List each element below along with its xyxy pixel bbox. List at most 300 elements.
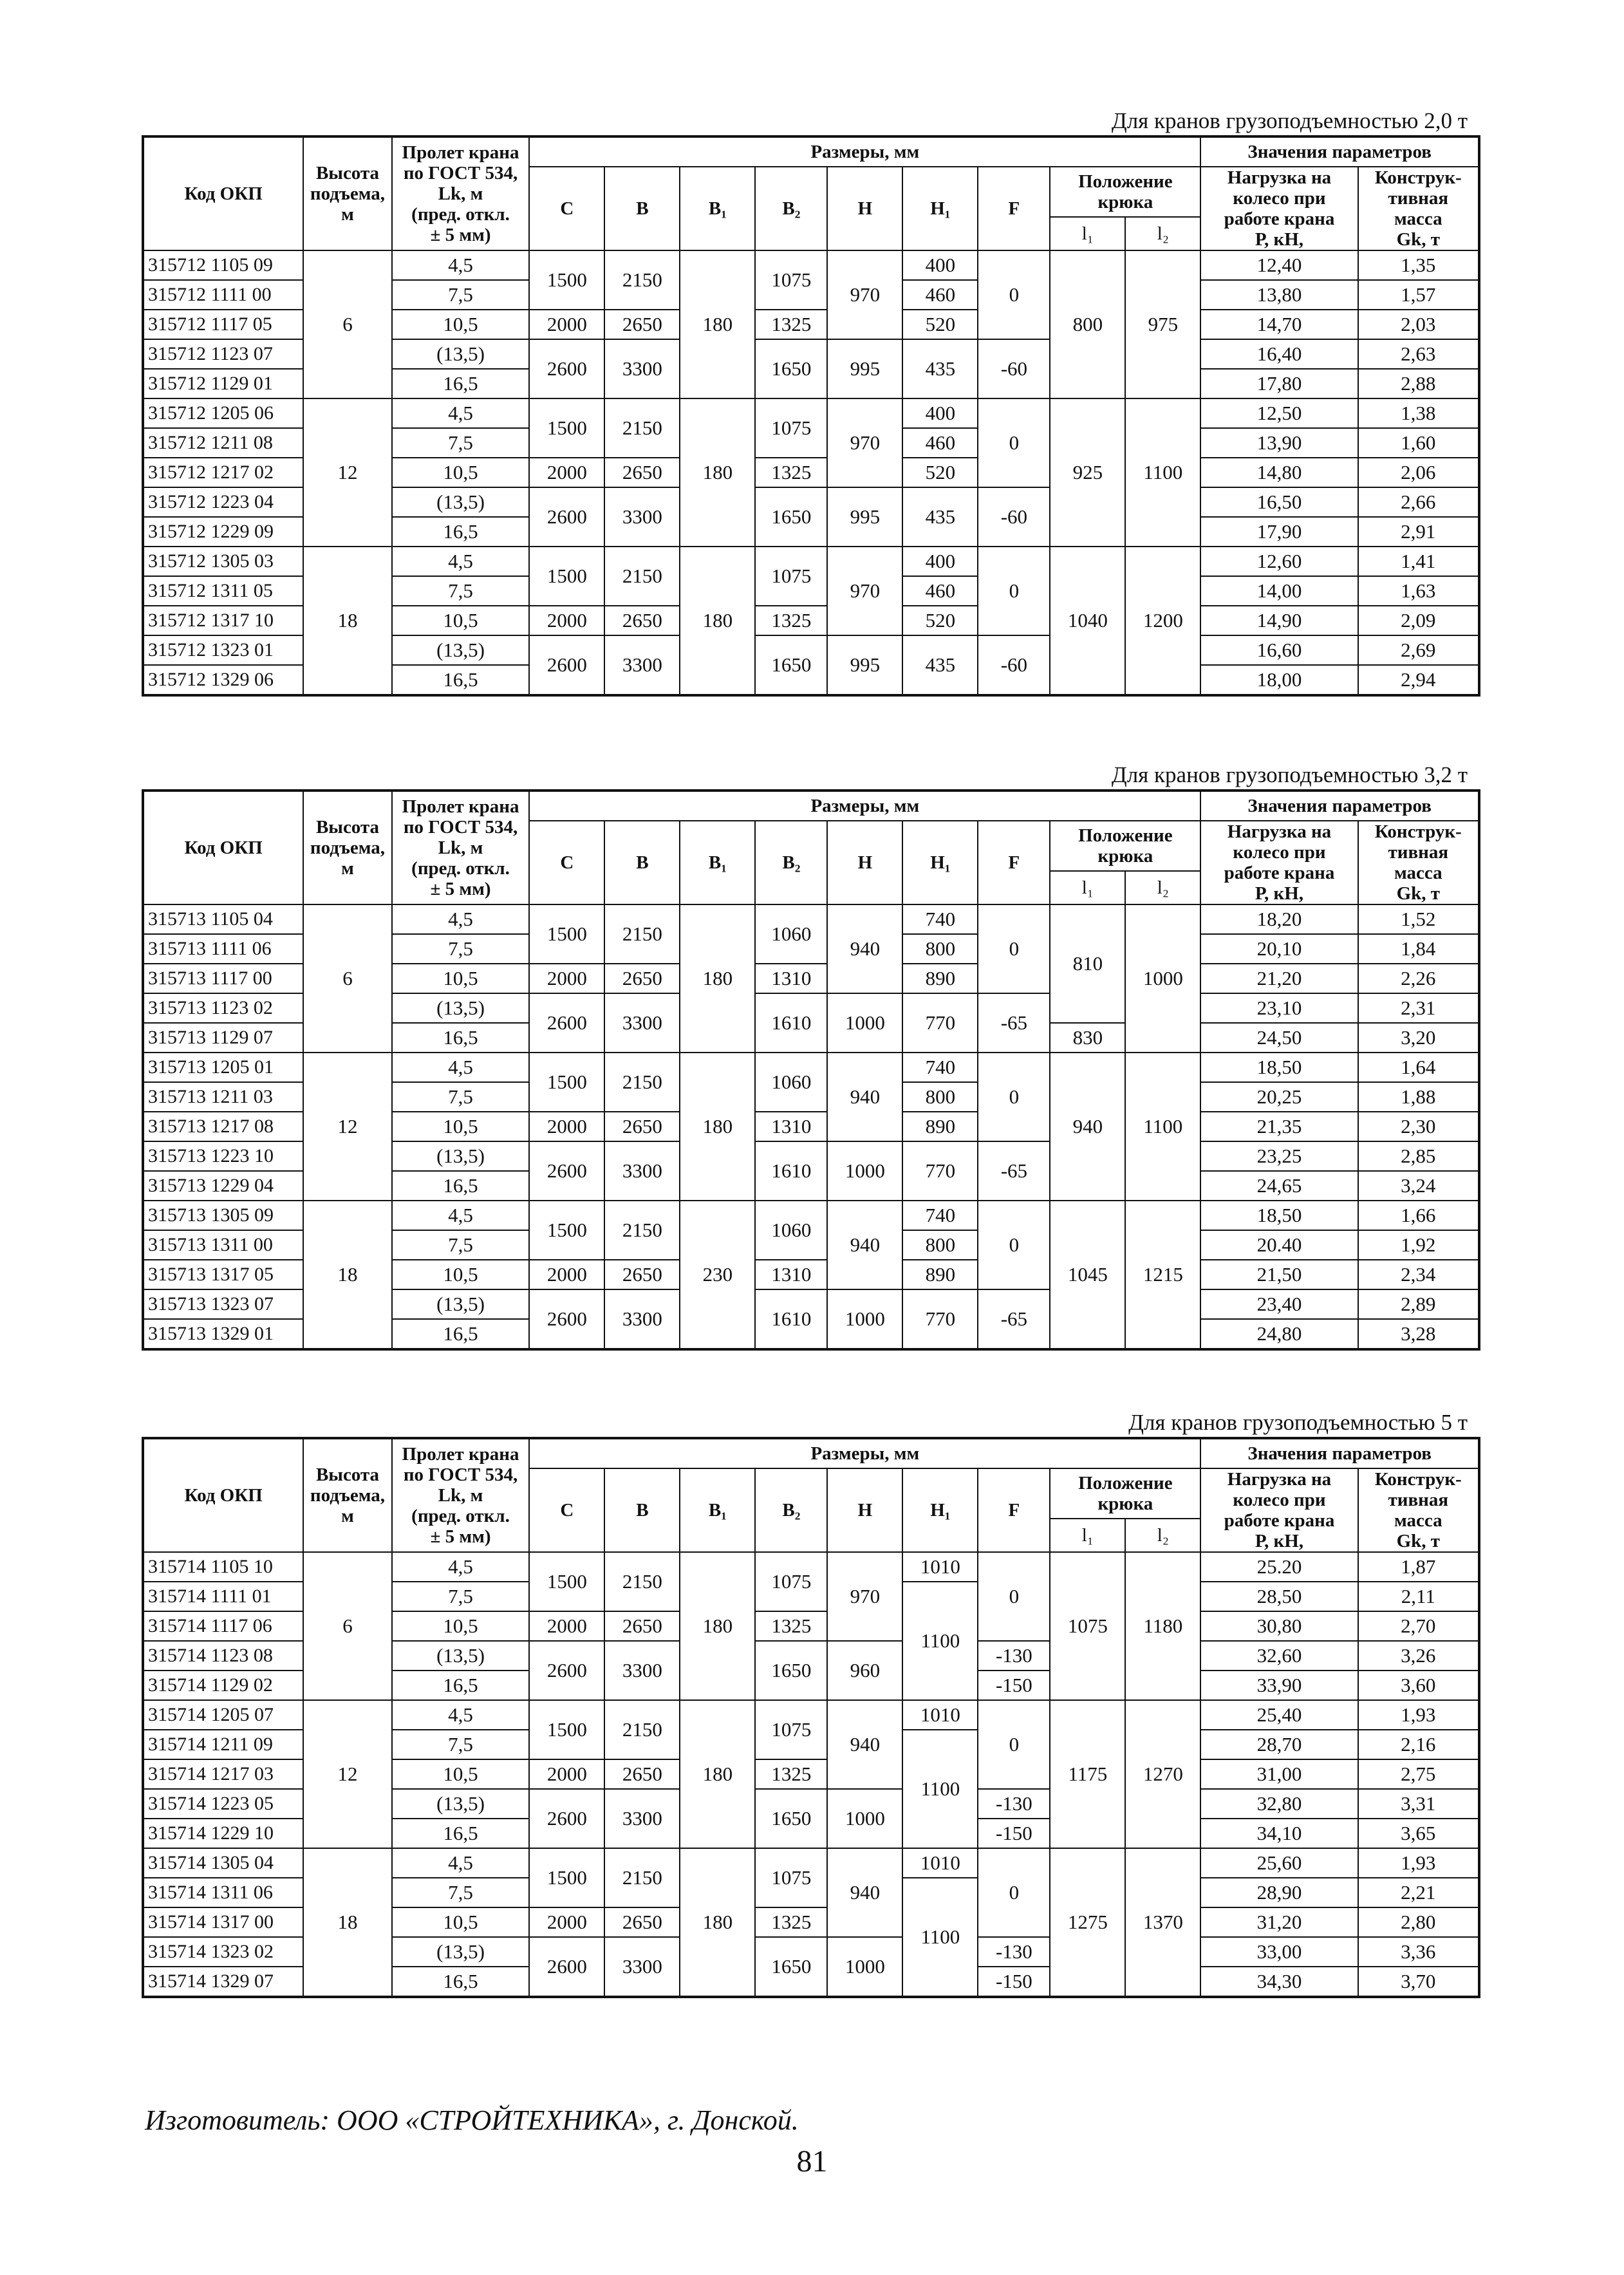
okp-code: 315714 1229 10 xyxy=(143,1819,303,1848)
header-code: Код ОКП xyxy=(143,1438,303,1552)
okp-code: 315712 1129 01 xyxy=(143,369,303,398)
wheel-load-value: 28,50 xyxy=(1200,1582,1358,1611)
header-mass-line: тивная xyxy=(1388,842,1449,863)
span-value: 4,5 xyxy=(392,1848,530,1878)
h1-value: 400 xyxy=(902,250,978,280)
c-value: 2000 xyxy=(529,1759,604,1789)
crane-mass-value: 1,63 xyxy=(1358,576,1479,606)
wheel-load-value: 25.20 xyxy=(1200,1552,1358,1582)
h-value: 995 xyxy=(827,339,902,398)
h-value: 940 xyxy=(827,904,902,993)
crane-mass-value: 2,34 xyxy=(1358,1260,1479,1289)
header-params: Значения параметров xyxy=(1200,136,1479,167)
h1-value: 1010 xyxy=(902,1552,978,1582)
wheel-load-value: 34,30 xyxy=(1200,1967,1358,1997)
l1-value: 800 xyxy=(1050,250,1125,398)
header-params: Значения параметров xyxy=(1200,791,1479,821)
h-value: 1000 xyxy=(827,1289,902,1349)
span-value: 4,5 xyxy=(392,250,530,280)
header-span-line: по ГОСТ 534, xyxy=(403,1465,518,1485)
wheel-load-value: 24,65 xyxy=(1200,1171,1358,1201)
header-l1: l₁ xyxy=(1050,871,1125,904)
span-value: 16,5 xyxy=(392,1819,530,1848)
b2-value: 1310 xyxy=(755,1260,827,1289)
l2-value: 1215 xyxy=(1125,1201,1200,1349)
header-b: В xyxy=(604,821,680,904)
lift-height: 12 xyxy=(303,398,391,547)
wheel-load-value: 28,90 xyxy=(1200,1878,1358,1907)
h-value: 940 xyxy=(827,1201,902,1289)
okp-code: 315714 1205 07 xyxy=(143,1700,303,1730)
b-value: 3300 xyxy=(604,1141,680,1201)
wheel-load-value: 20.40 xyxy=(1200,1230,1358,1260)
l2-value: 1180 xyxy=(1125,1552,1200,1700)
okp-code: 315712 1205 06 xyxy=(143,398,303,428)
okp-code: 315714 1329 07 xyxy=(143,1967,303,1997)
span-value: 7,5 xyxy=(392,1582,530,1611)
wheel-load-value: 23,40 xyxy=(1200,1289,1358,1319)
table-row xyxy=(143,1053,1479,1082)
c-value: 2000 xyxy=(529,606,604,635)
wheel-load-value: 12,40 xyxy=(1200,250,1358,280)
table-caption: Для кранов грузоподъемностью 2,0 т xyxy=(1111,108,1468,133)
lift-height: 6 xyxy=(303,250,391,398)
crane-mass-value: 2,91 xyxy=(1358,517,1479,547)
crane-mass-value: 2,88 xyxy=(1358,369,1479,398)
lift-height: 6 xyxy=(303,1552,391,1700)
lift-height: 18 xyxy=(303,1848,391,1997)
b2-value: 1650 xyxy=(755,1641,827,1700)
span-value: (13,5) xyxy=(392,1641,530,1671)
crane-table-block xyxy=(142,762,1480,1351)
header-h1: Н₁ xyxy=(902,821,978,904)
header-params: Значения параметров xyxy=(1200,1438,1479,1468)
f-value: 0 xyxy=(978,398,1050,487)
b1-value: 180 xyxy=(680,398,755,547)
l2-value: 1200 xyxy=(1125,547,1200,695)
span-value: 7,5 xyxy=(392,1730,530,1759)
l1-value: 1075 xyxy=(1050,1552,1125,1700)
okp-code: 315713 1323 07 xyxy=(143,1289,303,1319)
span-value: (13,5) xyxy=(392,1141,530,1171)
span-value: 7,5 xyxy=(392,1230,530,1260)
table-row xyxy=(143,250,1479,280)
h-value: 970 xyxy=(827,398,902,487)
crane-mass-value: 2,66 xyxy=(1358,487,1479,517)
c-value: 2000 xyxy=(529,964,604,993)
c-value: 1500 xyxy=(529,1201,604,1260)
f-value: -130 xyxy=(978,1789,1050,1819)
h-value: 940 xyxy=(827,1700,902,1789)
crane-mass-value: 2,70 xyxy=(1358,1611,1479,1641)
b2-value: 1060 xyxy=(755,1053,827,1112)
h-value: 1000 xyxy=(827,993,902,1053)
h-value: 1000 xyxy=(827,1141,902,1201)
c-value: 1500 xyxy=(529,1053,604,1112)
l1-value: 940 xyxy=(1050,1053,1125,1201)
span-value: 7,5 xyxy=(392,280,530,310)
okp-code: 315712 1317 10 xyxy=(143,606,303,635)
span-value: 7,5 xyxy=(392,576,530,606)
okp-code: 315712 1229 09 xyxy=(143,517,303,547)
crane-mass-value: 1,88 xyxy=(1358,1082,1479,1112)
f-value: 0 xyxy=(978,1053,1050,1141)
c-value: 2600 xyxy=(529,487,604,547)
b2-value: 1075 xyxy=(755,1848,827,1907)
span-value: 16,5 xyxy=(392,1319,530,1349)
f-value: -60 xyxy=(978,339,1050,398)
b1-value: 180 xyxy=(680,904,755,1053)
span-value: 16,5 xyxy=(392,1171,530,1201)
span-value: 10,5 xyxy=(392,1611,530,1641)
header-b1: В₁ xyxy=(680,821,755,904)
crane-mass-value: 3,20 xyxy=(1358,1023,1479,1053)
b2-value: 1325 xyxy=(755,1611,827,1641)
h-value: 960 xyxy=(827,1641,902,1700)
wheel-load-value: 23,10 xyxy=(1200,993,1358,1023)
h1-value: 435 xyxy=(902,635,978,695)
span-value: 16,5 xyxy=(392,1671,530,1700)
header-span-line: по ГОСТ 534, xyxy=(403,163,518,183)
l1-value: 1275 xyxy=(1050,1848,1125,1997)
header-span-line: (пред. откл. xyxy=(411,858,510,879)
h-value: 970 xyxy=(827,1552,902,1641)
b-value: 2150 xyxy=(604,1053,680,1112)
f-value: -150 xyxy=(978,1967,1050,1997)
f-value: 0 xyxy=(978,904,1050,993)
f-value: -130 xyxy=(978,1937,1050,1967)
b-value: 2650 xyxy=(604,606,680,635)
h1-value: 520 xyxy=(902,310,978,339)
c-value: 1500 xyxy=(529,547,604,606)
h1-value: 1100 xyxy=(902,1878,978,1997)
b2-value: 1325 xyxy=(755,310,827,339)
crane-mass-value: 1,66 xyxy=(1358,1201,1479,1230)
okp-code: 315714 1223 05 xyxy=(143,1789,303,1819)
header-span-line: (пред. откл. xyxy=(411,204,510,225)
c-value: 2000 xyxy=(529,1112,604,1141)
okp-code: 315714 1311 06 xyxy=(143,1878,303,1907)
crane-mass-value: 3,65 xyxy=(1358,1819,1479,1848)
header-load-line: Р, кН, xyxy=(1255,229,1304,250)
lift-height: 18 xyxy=(303,1201,391,1349)
b-value: 3300 xyxy=(604,635,680,695)
wheel-load-value: 12,60 xyxy=(1200,547,1358,576)
b-value: 2150 xyxy=(604,904,680,964)
b2-value: 1060 xyxy=(755,904,827,964)
okp-code: 315713 1211 03 xyxy=(143,1082,303,1112)
crane-params-table xyxy=(142,1437,1480,1998)
b2-value: 1610 xyxy=(755,1289,827,1349)
okp-code: 315712 1311 05 xyxy=(143,576,303,606)
c-value: 1500 xyxy=(529,904,604,964)
header-span xyxy=(392,1438,530,1552)
c-value: 2600 xyxy=(529,1937,604,1997)
c-value: 1500 xyxy=(529,398,604,458)
c-value: 2600 xyxy=(529,339,604,398)
header-c: С xyxy=(529,1468,604,1552)
header-mass-line: Gk, т xyxy=(1396,883,1441,904)
h-value: 1000 xyxy=(827,1789,902,1848)
okp-code: 315714 1211 09 xyxy=(143,1730,303,1759)
header-span xyxy=(392,791,530,904)
c-value: 2600 xyxy=(529,1141,604,1201)
wheel-load-value: 18,00 xyxy=(1200,665,1358,695)
span-value: (13,5) xyxy=(392,339,530,369)
header-l2: l₂ xyxy=(1125,217,1200,250)
header-c: С xyxy=(529,167,604,250)
header-span-line: (пред. откл. xyxy=(411,1506,510,1526)
span-value: 4,5 xyxy=(392,547,530,576)
b2-value: 1325 xyxy=(755,1907,827,1937)
span-value: (13,5) xyxy=(392,1289,530,1319)
header-span xyxy=(392,136,530,250)
crane-mass-value: 2,31 xyxy=(1358,993,1479,1023)
header-mass-line: масса xyxy=(1394,863,1442,883)
wheel-load-value: 24,80 xyxy=(1200,1319,1358,1349)
h-value: 970 xyxy=(827,250,902,339)
crane-mass-value: 2,80 xyxy=(1358,1907,1479,1937)
span-value: 7,5 xyxy=(392,1878,530,1907)
crane-mass-value: 1,92 xyxy=(1358,1230,1479,1260)
b-value: 3300 xyxy=(604,1937,680,1997)
span-value: 10,5 xyxy=(392,606,530,635)
header-span-line: Пролет крана xyxy=(402,796,519,817)
okp-code: 315714 1111 01 xyxy=(143,1582,303,1611)
crane-mass-value: 3,70 xyxy=(1358,1967,1479,1997)
b1-value: 180 xyxy=(680,547,755,695)
span-value: 7,5 xyxy=(392,428,530,458)
crane-mass-value: 2,63 xyxy=(1358,339,1479,369)
c-value: 2000 xyxy=(529,310,604,339)
crane-mass-value: 2,11 xyxy=(1358,1582,1479,1611)
crane-mass-value: 2,75 xyxy=(1358,1759,1479,1789)
okp-code: 315713 1217 08 xyxy=(143,1112,303,1141)
b1-value: 230 xyxy=(680,1201,755,1349)
b-value: 2150 xyxy=(604,250,680,310)
b-value: 2650 xyxy=(604,1260,680,1289)
h1-value: 460 xyxy=(902,280,978,310)
wheel-load-value: 14,90 xyxy=(1200,606,1358,635)
b2-value: 1060 xyxy=(755,1201,827,1260)
header-load-line: Нагрузка на xyxy=(1227,167,1332,188)
header-load-line: колесо при xyxy=(1233,188,1326,209)
wheel-load-value: 31,00 xyxy=(1200,1759,1358,1789)
header-mass xyxy=(1358,167,1479,250)
h1-value: 460 xyxy=(902,576,978,606)
header-mass-line: масса xyxy=(1394,209,1442,229)
span-value: 16,5 xyxy=(392,665,530,695)
okp-code: 315714 1323 02 xyxy=(143,1937,303,1967)
c-value: 2000 xyxy=(529,458,604,487)
b1-value: 180 xyxy=(680,250,755,398)
b-value: 2650 xyxy=(604,310,680,339)
okp-code: 315713 1223 10 xyxy=(143,1141,303,1171)
crane-mass-value: 2,89 xyxy=(1358,1289,1479,1319)
header-l1: l₁ xyxy=(1050,1519,1125,1552)
wheel-load-value: 24,50 xyxy=(1200,1023,1358,1053)
span-value: 4,5 xyxy=(392,1201,530,1230)
header-h1: Н₁ xyxy=(902,1468,978,1552)
crane-mass-value: 3,28 xyxy=(1358,1319,1479,1349)
crane-mass-value: 1,93 xyxy=(1358,1700,1479,1730)
header-load xyxy=(1200,821,1358,904)
okp-code: 315713 1311 00 xyxy=(143,1230,303,1260)
okp-code: 315713 1123 02 xyxy=(143,993,303,1023)
header-load-line: Р, кН, xyxy=(1255,883,1304,904)
b-value: 2650 xyxy=(604,458,680,487)
crane-mass-value: 2,85 xyxy=(1358,1141,1479,1171)
header-load xyxy=(1200,167,1358,250)
page-number: 81 xyxy=(796,2144,828,2178)
lift-height: 12 xyxy=(303,1700,391,1848)
header-h: Н xyxy=(827,167,902,250)
b-value: 2650 xyxy=(604,964,680,993)
header-b: В xyxy=(604,1468,680,1552)
header-span-line: ± 5 мм) xyxy=(430,225,491,245)
l2-value: 1270 xyxy=(1125,1700,1200,1848)
okp-code: 315713 1105 04 xyxy=(143,904,303,934)
wheel-load-value: 14,80 xyxy=(1200,458,1358,487)
h1-value: 890 xyxy=(902,1112,978,1141)
wheel-load-value: 33,00 xyxy=(1200,1937,1358,1967)
f-value: 0 xyxy=(978,1848,1050,1937)
b2-value: 1075 xyxy=(755,1552,827,1611)
b2-value: 1075 xyxy=(755,547,827,606)
l1-value: 1045 xyxy=(1050,1201,1125,1349)
h1-value: 460 xyxy=(902,428,978,458)
header-mass-line: Gk, т xyxy=(1396,1531,1441,1551)
h1-value: 1010 xyxy=(902,1700,978,1730)
c-value: 1500 xyxy=(529,250,604,310)
header-mass-line: Gk, т xyxy=(1396,229,1441,250)
span-value: 7,5 xyxy=(392,934,530,964)
c-value: 2000 xyxy=(529,1260,604,1289)
crane-mass-value: 2,94 xyxy=(1358,665,1479,695)
crane-mass-value: 1,87 xyxy=(1358,1552,1479,1582)
h1-value: 1100 xyxy=(902,1582,978,1700)
h1-value: 1100 xyxy=(902,1730,978,1848)
wheel-load-value: 30,80 xyxy=(1200,1611,1358,1641)
h1-value: 890 xyxy=(902,1260,978,1289)
c-value: 2600 xyxy=(529,1789,604,1848)
span-value: 10,5 xyxy=(392,1759,530,1789)
b2-value: 1650 xyxy=(755,635,827,695)
c-value: 1500 xyxy=(529,1552,604,1611)
okp-code: 315713 1305 09 xyxy=(143,1201,303,1230)
header-load-line: работе крана xyxy=(1224,209,1335,229)
crane-params-table xyxy=(142,135,1480,697)
header-b2: В₂ xyxy=(755,167,827,250)
b-value: 2650 xyxy=(604,1611,680,1641)
wheel-load-value: 20,10 xyxy=(1200,934,1358,964)
b-value: 2150 xyxy=(604,1848,680,1907)
c-value: 2000 xyxy=(529,1611,604,1641)
f-value: -130 xyxy=(978,1641,1050,1671)
b1-value: 180 xyxy=(680,1848,755,1997)
h-value: 940 xyxy=(827,1848,902,1937)
wheel-load-value: 21,50 xyxy=(1200,1260,1358,1289)
wheel-load-value: 13,90 xyxy=(1200,428,1358,458)
wheel-load-value: 28,70 xyxy=(1200,1730,1358,1759)
b2-value: 1650 xyxy=(755,487,827,547)
okp-code: 315712 1105 09 xyxy=(143,250,303,280)
crane-table-block xyxy=(142,1410,1480,1998)
okp-code: 315714 1217 03 xyxy=(143,1759,303,1789)
header-b1: В₁ xyxy=(680,167,755,250)
header-hook: Положение крюка xyxy=(1050,167,1200,217)
b2-value: 1325 xyxy=(755,458,827,487)
okp-code: 315712 1117 05 xyxy=(143,310,303,339)
b1-value: 180 xyxy=(680,1552,755,1700)
b-value: 2150 xyxy=(604,1201,680,1260)
wheel-load-value: 20,25 xyxy=(1200,1082,1358,1112)
h1-value: 435 xyxy=(902,487,978,547)
okp-code: 315712 1217 02 xyxy=(143,458,303,487)
wheel-load-value: 16,40 xyxy=(1200,339,1358,369)
l2-value: 975 xyxy=(1125,250,1200,398)
b2-value: 1610 xyxy=(755,993,827,1053)
span-value: 10,5 xyxy=(392,964,530,993)
okp-code: 315714 1105 10 xyxy=(143,1552,303,1582)
header-span-line: ± 5 мм) xyxy=(430,879,491,899)
h1-value: 890 xyxy=(902,964,978,993)
l1-value: 1175 xyxy=(1050,1700,1125,1848)
span-value: 4,5 xyxy=(392,1700,530,1730)
header-mass-line: масса xyxy=(1394,1510,1442,1531)
header-mass-line: тивная xyxy=(1388,1490,1449,1510)
header-span-line: Пролет крана xyxy=(402,1444,519,1465)
okp-code: 315713 1117 00 xyxy=(143,964,303,993)
header-load xyxy=(1200,1468,1358,1552)
header-l1: l₁ xyxy=(1050,217,1125,250)
h1-value: 520 xyxy=(902,606,978,635)
table-row xyxy=(143,1201,1479,1230)
b2-value: 1650 xyxy=(755,1937,827,1997)
header-b1: В₁ xyxy=(680,1468,755,1552)
b-value: 2650 xyxy=(604,1759,680,1789)
header-h1: Н₁ xyxy=(902,167,978,250)
l1-value: 830 xyxy=(1050,1023,1125,1053)
wheel-load-value: 21,20 xyxy=(1200,964,1358,993)
header-load-line: Р, кН, xyxy=(1255,1531,1304,1551)
b-value: 2150 xyxy=(604,398,680,458)
span-value: 4,5 xyxy=(392,398,530,428)
header-c: С xyxy=(529,821,604,904)
span-value: 10,5 xyxy=(392,1907,530,1937)
crane-mass-value: 1,64 xyxy=(1358,1053,1479,1082)
header-l2: l₂ xyxy=(1125,871,1200,904)
wheel-load-value: 34,10 xyxy=(1200,1819,1358,1848)
wheel-load-value: 14,70 xyxy=(1200,310,1358,339)
h1-value: 435 xyxy=(902,339,978,398)
h1-value: 1010 xyxy=(902,1848,978,1878)
wheel-load-value: 18,20 xyxy=(1200,904,1358,934)
b2-value: 1075 xyxy=(755,1700,827,1759)
table-caption: Для кранов грузоподъемностью 3,2 т xyxy=(1111,762,1468,787)
b-value: 3300 xyxy=(604,1789,680,1848)
span-value: (13,5) xyxy=(392,487,530,517)
span-value: (13,5) xyxy=(392,1789,530,1819)
f-value: -65 xyxy=(978,1141,1050,1201)
b-value: 2150 xyxy=(604,547,680,606)
wheel-load-value: 25,60 xyxy=(1200,1848,1358,1878)
okp-code: 315713 1111 06 xyxy=(143,934,303,964)
okp-code: 315712 1329 06 xyxy=(143,665,303,695)
f-value: 0 xyxy=(978,1700,1050,1789)
b2-value: 1310 xyxy=(755,1112,827,1141)
wheel-load-value: 16,60 xyxy=(1200,635,1358,665)
